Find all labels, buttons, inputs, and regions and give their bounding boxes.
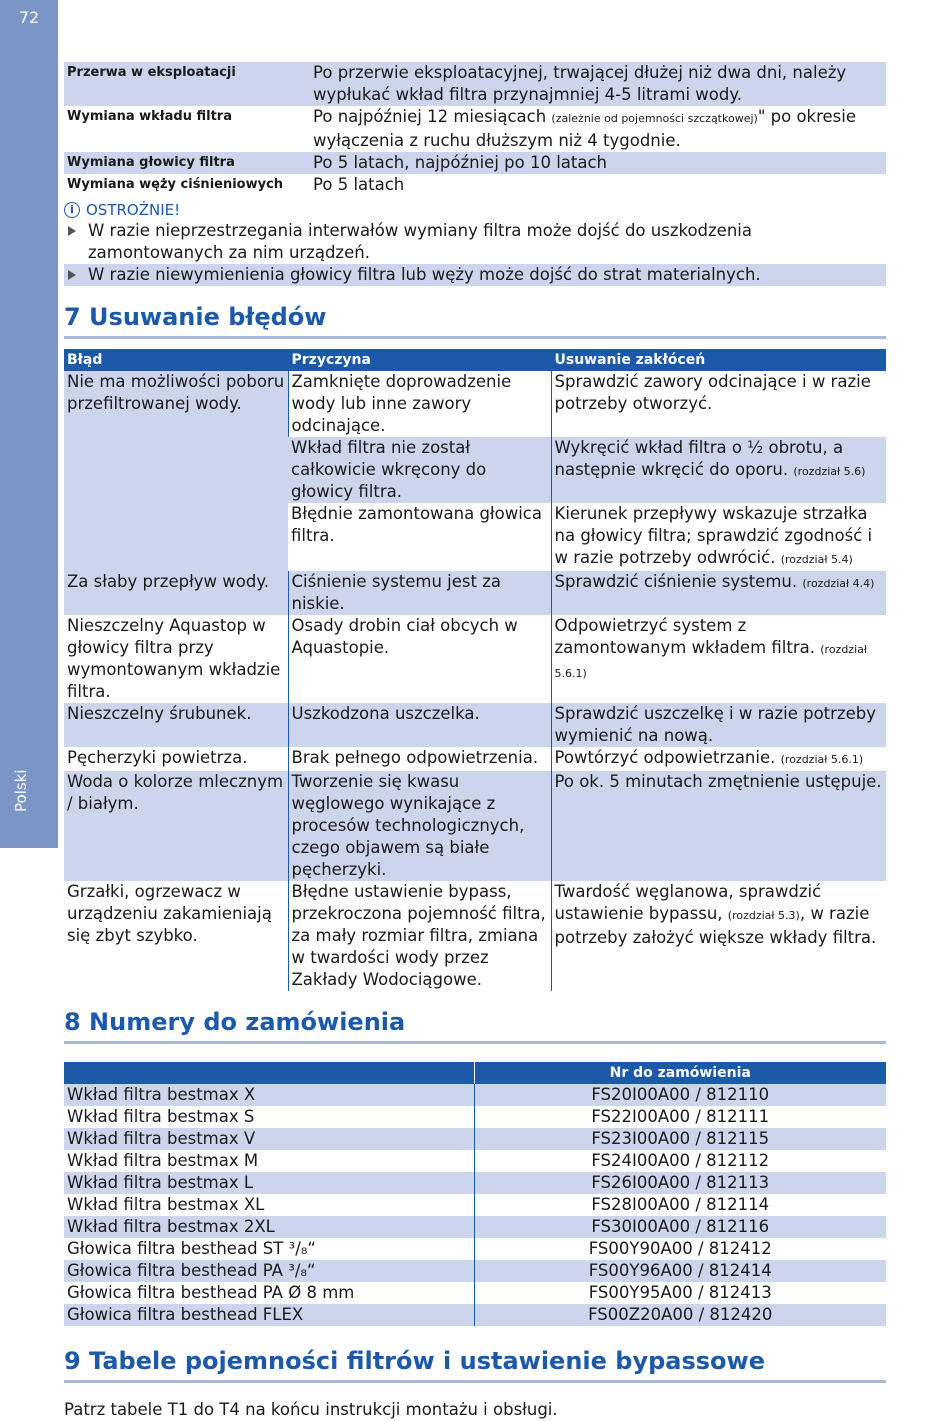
order-number: FS00Y96A00 / 812414 <box>474 1260 886 1282</box>
fix-cell: Sprawdzić ciśnienie systemu. (rozdział 4.4) <box>551 571 886 615</box>
caution-item: W razie niewymienienia głowicy filtra lub węży może dojść do strat materialnych. <box>64 264 886 286</box>
fix-cell: Odpowietrzyć system z zamontowanym wkładem filtra. (rozdział 5.6.1) <box>551 615 886 703</box>
order-number: FS24I00A00 / 812112 <box>474 1150 886 1172</box>
table-row <box>64 1084 886 1106</box>
maintenance-label: Wymiana głowicy filtra <box>64 152 310 174</box>
maintenance-text: Po najpóźniej 12 miesiącach (zależnie od pojemności szczątkowej)" po okresie wyłączenia z ruchu dłuższym niż 4 tygodnie. <box>313 107 857 150</box>
order-numbers-table <box>64 1062 886 1326</box>
product-name: Wkład filtra bestmax X <box>64 1084 474 1106</box>
maintenance-note: (zależnie od pojemności szczątkowej) <box>551 112 758 125</box>
fix-cell: Sprawdzić zawory odcinające i w razie potrzeby otworzyć. <box>551 371 886 437</box>
column-header-error: Błąd <box>64 349 288 371</box>
section-9-title: 9 Tabele pojemności filtrów i ustawienie bypassowe <box>64 1346 886 1383</box>
order-number: FS23I00A00 / 812115 <box>474 1128 886 1150</box>
table-row <box>64 1282 886 1304</box>
cause-cell: Zamknięte doprowadzenie wody lub inne zawory odcinające. <box>288 371 551 437</box>
table-row <box>64 1172 886 1194</box>
maintenance-text: Po przerwie eksploatacyjnej, trwającej dłużej niż dwa dni, należy wypłukać wkład filtra przynajmniej 4-5 litrami wody. <box>310 62 886 106</box>
triangle-bullet-icon <box>68 226 76 236</box>
section-7-title: 7 Usuwanie błędów <box>64 302 886 339</box>
error-cell: Woda o kolorze mlecznym / białym. <box>64 771 288 881</box>
order-number: FS20I00A00 / 812110 <box>474 1084 886 1106</box>
caution-heading <box>64 200 886 220</box>
table-row <box>64 703 886 747</box>
table-row <box>64 1238 886 1260</box>
product-name: Głowica filtra besthead FLEX <box>64 1304 474 1326</box>
maintenance-text: Po 5 latach <box>313 175 405 194</box>
order-number: FS22I00A00 / 812111 <box>474 1106 886 1128</box>
cause-cell: Błędnie zamontowana głowica filtra. <box>291 504 542 545</box>
maintenance-row <box>64 62 886 106</box>
column-header-order-number: Nr do zamówienia <box>474 1062 886 1084</box>
fix-cell: Powtórzyć odpowietrzanie. (rozdział 5.6.1) <box>551 747 886 771</box>
table-row <box>64 1260 886 1282</box>
table-row <box>64 771 886 881</box>
column-header-cause: Przyczyna <box>288 349 551 371</box>
cause-cell: Ciśnienie systemu jest za niskie. <box>288 571 551 615</box>
maintenance-row <box>64 174 886 196</box>
page-content <box>64 62 886 1421</box>
table-row <box>64 747 886 771</box>
product-name: Wkład filtra bestmax S <box>67 1107 255 1126</box>
section-9-text: Patrz tabele T1 do T4 na końcu instrukcji montażu i obsługi. <box>64 1400 558 1419</box>
triangle-bullet-icon <box>68 270 76 280</box>
table-row <box>64 1106 886 1128</box>
maintenance-label: Przerwa w eksploatacji <box>64 62 310 106</box>
page-number: 72 <box>18 8 40 27</box>
troubleshooting-table <box>64 349 886 991</box>
product-name: Wkład filtra bestmax XL <box>67 1195 265 1214</box>
error-cell: Nieszczelny śrubunek. <box>64 703 288 747</box>
table-row <box>64 1150 886 1172</box>
cause-cell: Tworzenie się kwasu węglowego wynikające z procesów technologicznych, czego objawem są białe pęcherzyki. <box>288 771 551 881</box>
cause-cell: Uszkodzona uszczelka. <box>288 703 551 747</box>
caution-item: W razie nieprzestrzegania interwałów wymiany filtra może dojść do uszkodzenia zamontowanych za nim urządzeń. <box>64 220 886 264</box>
maintenance-text: Po 5 latach, najpóźniej po 10 latach <box>310 152 886 174</box>
product-name: Głowica filtra besthead PA ³/₈“ <box>64 1260 474 1282</box>
table-row <box>64 615 886 703</box>
cause-cell: Osady drobin ciał obcych w Aquastopie. <box>288 615 551 703</box>
language-sidebar <box>0 0 58 848</box>
fix-cell: Wykręcić wkład filtra o ½ obrotu, a następnie wkręcić do oporu. (rozdział 5.6) <box>551 437 886 503</box>
order-number: FS00Y90A00 / 812412 <box>474 1238 886 1260</box>
order-number: FS26I00A00 / 812113 <box>474 1172 886 1194</box>
table-row <box>64 881 886 991</box>
maintenance-table <box>64 62 886 196</box>
table-row <box>64 571 886 615</box>
error-cell: Grzałki, ogrzewacz w urządzeniu zakamieniają się zbyt szybko. <box>67 882 272 945</box>
fix-cell: Sprawdzić uszczelkę i w razie potrzeby wymienić na nową. <box>551 703 886 747</box>
order-number: FS30I00A00 / 812116 <box>474 1216 886 1238</box>
language-label: Polski <box>12 769 30 812</box>
maintenance-row <box>64 152 886 174</box>
error-cell: Nie ma możliwości poboru przefiltrowanej wody. <box>64 371 288 571</box>
error-cell: Nieszczelny Aquastop w głowicy filtra przy wymontowanym wkładzie filtra. <box>67 616 281 701</box>
table-row <box>64 371 886 437</box>
cause-cell: Błędne ustawienie bypass, przekroczona pojemność filtra, za mały rozmiar filtra, zmiana w twardości wody przez Zakłady Wodociągowe. <box>288 881 551 991</box>
product-name: Głowica filtra besthead ST ³/₈“ <box>67 1239 316 1258</box>
order-number: FS00Z20A00 / 812420 <box>474 1304 886 1326</box>
column-header-fix: Usuwanie zakłóceń <box>551 349 886 371</box>
table-header-row <box>64 349 886 371</box>
product-name: Wkład filtra bestmax 2XL <box>64 1216 474 1238</box>
product-name: Wkład filtra bestmax L <box>64 1172 474 1194</box>
section-8-title: 8 Numery do zamówienia <box>64 1007 886 1044</box>
product-name: Wkład filtra bestmax V <box>64 1128 474 1150</box>
product-name: Wkład filtra bestmax M <box>67 1151 259 1170</box>
fix-cell: Twardość węglanowa, sprawdzić ustawienie bypassu, (rozdział 5.3), w razie potrzeby założyć większe wkłady filtra. <box>551 881 886 991</box>
maintenance-label: Wymiana wkładu filtra <box>67 109 232 124</box>
table-row <box>64 1304 886 1326</box>
cause-cell: Wkład filtra nie został całkowicie wkręcony do głowicy filtra. <box>288 437 551 503</box>
fix-cell: Po ok. 5 minutach zmętnienie ustępuje. <box>551 771 886 881</box>
cause-cell: Brak pełnego odpowietrzenia. <box>288 747 551 771</box>
table-header-row <box>64 1062 886 1084</box>
table-row <box>64 1216 886 1238</box>
table-row <box>64 1194 886 1216</box>
maintenance-row <box>64 106 886 152</box>
error-cell: Pęcherzyki powietrza. <box>67 748 248 767</box>
maintenance-label: Wymiana węży ciśnieniowych <box>67 177 284 192</box>
table-row <box>64 1128 886 1150</box>
fix-cell: Kierunek przepływy wskazuje strzałka na głowicy filtra; sprawdzić zgodność i w razie potrzeby odwrócić. (rozdział 5.4) <box>551 503 886 571</box>
error-cell: Za słaby przepływ wody. <box>64 571 288 615</box>
order-number: FS28I00A00 / 812114 <box>474 1194 886 1216</box>
order-number: FS00Y95A00 / 812413 <box>474 1282 886 1304</box>
column-header-blank <box>64 1062 474 1084</box>
caution-title: OSTROŻNIE! <box>86 201 181 219</box>
info-icon: i <box>64 202 80 218</box>
product-name: Głowica filtra besthead PA Ø 8 mm <box>67 1283 355 1302</box>
